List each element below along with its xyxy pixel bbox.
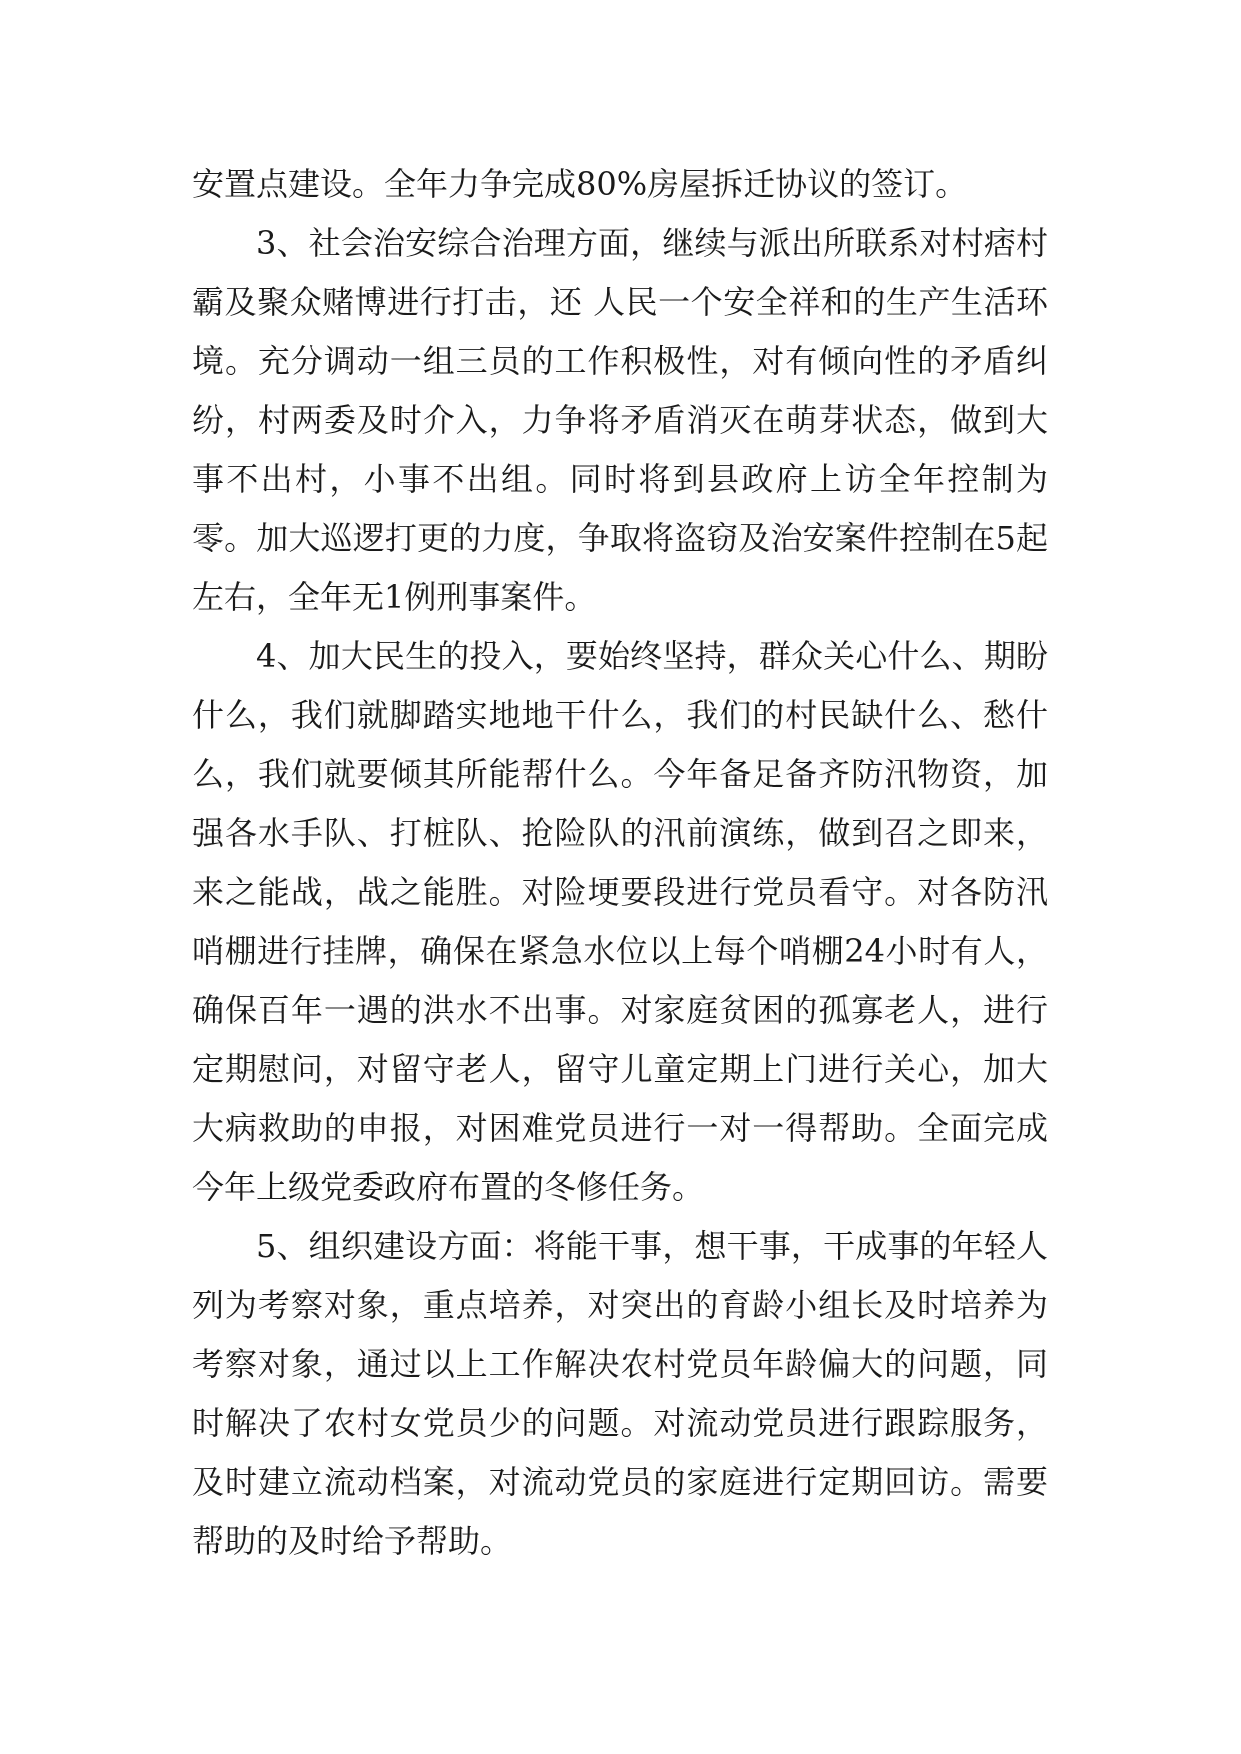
paragraph-organization: 5、组织建设方面：将能干事，想干事，干成事的年轻人列为考察对象，重点培养，对突出的育龄小组长及时培养为考察对象，通过以上工作解决农村党员年龄偏大的问题，同时解决了农村女党员少的问题。对流动党员进行跟踪服务，及时建立流动档案，对流动党员的家庭进行定期回访。需要帮助的及时给予帮助。 bbox=[192, 1227, 1048, 1560]
paragraph-continuation: 安置点建设。全年力争完成80%房屋拆迁协议的签订。 bbox=[192, 165, 968, 203]
document-body bbox=[192, 155, 1048, 1571]
paragraph-livelihood: 4、加大民生的投入，要始终坚持，群众关心什么、期盼什么，我们就脚踏实地地干什么，我们的村民缺什么、愁什么，我们就要倾其所能帮什么。今年备足备齐防汛物资，加强各水手队、打桩队、抢险队的汛前演练，做到召之即来，来之能战，战之能胜。对险埂要段进行党员看守。对各防汛哨棚进行挂牌，确保在紧急水位以上每个哨棚24小时有人，确保百年一遇的洪水不出事。对家庭贫困的孤寡老人，进行定期慰问，对留守老人，留守儿童定期上门进行关心，加大大病救助的申报，对困难党员进行一对一得帮助。全面完成今年上级党委政府布置的冬修任务。 bbox=[192, 637, 1048, 1206]
paragraph-public-security: 3、社会治安综合治理方面，继续与派出所联系对村痞村霸及聚众赌博进行打击，还 人民一个安全祥和的生产生活环境。充分调动一组三员的工作积极性，对有倾向性的矛盾纠纷，村两委及时介入，力争将矛盾消灭在萌芽状态，做到大事不出村，小事不出组。同时将到县政府上访全年控制为零。加大巡逻打更的力度，争取将盗窃及治安案件控制在5起左右，全年无1例刑事案件。 bbox=[192, 224, 1048, 616]
